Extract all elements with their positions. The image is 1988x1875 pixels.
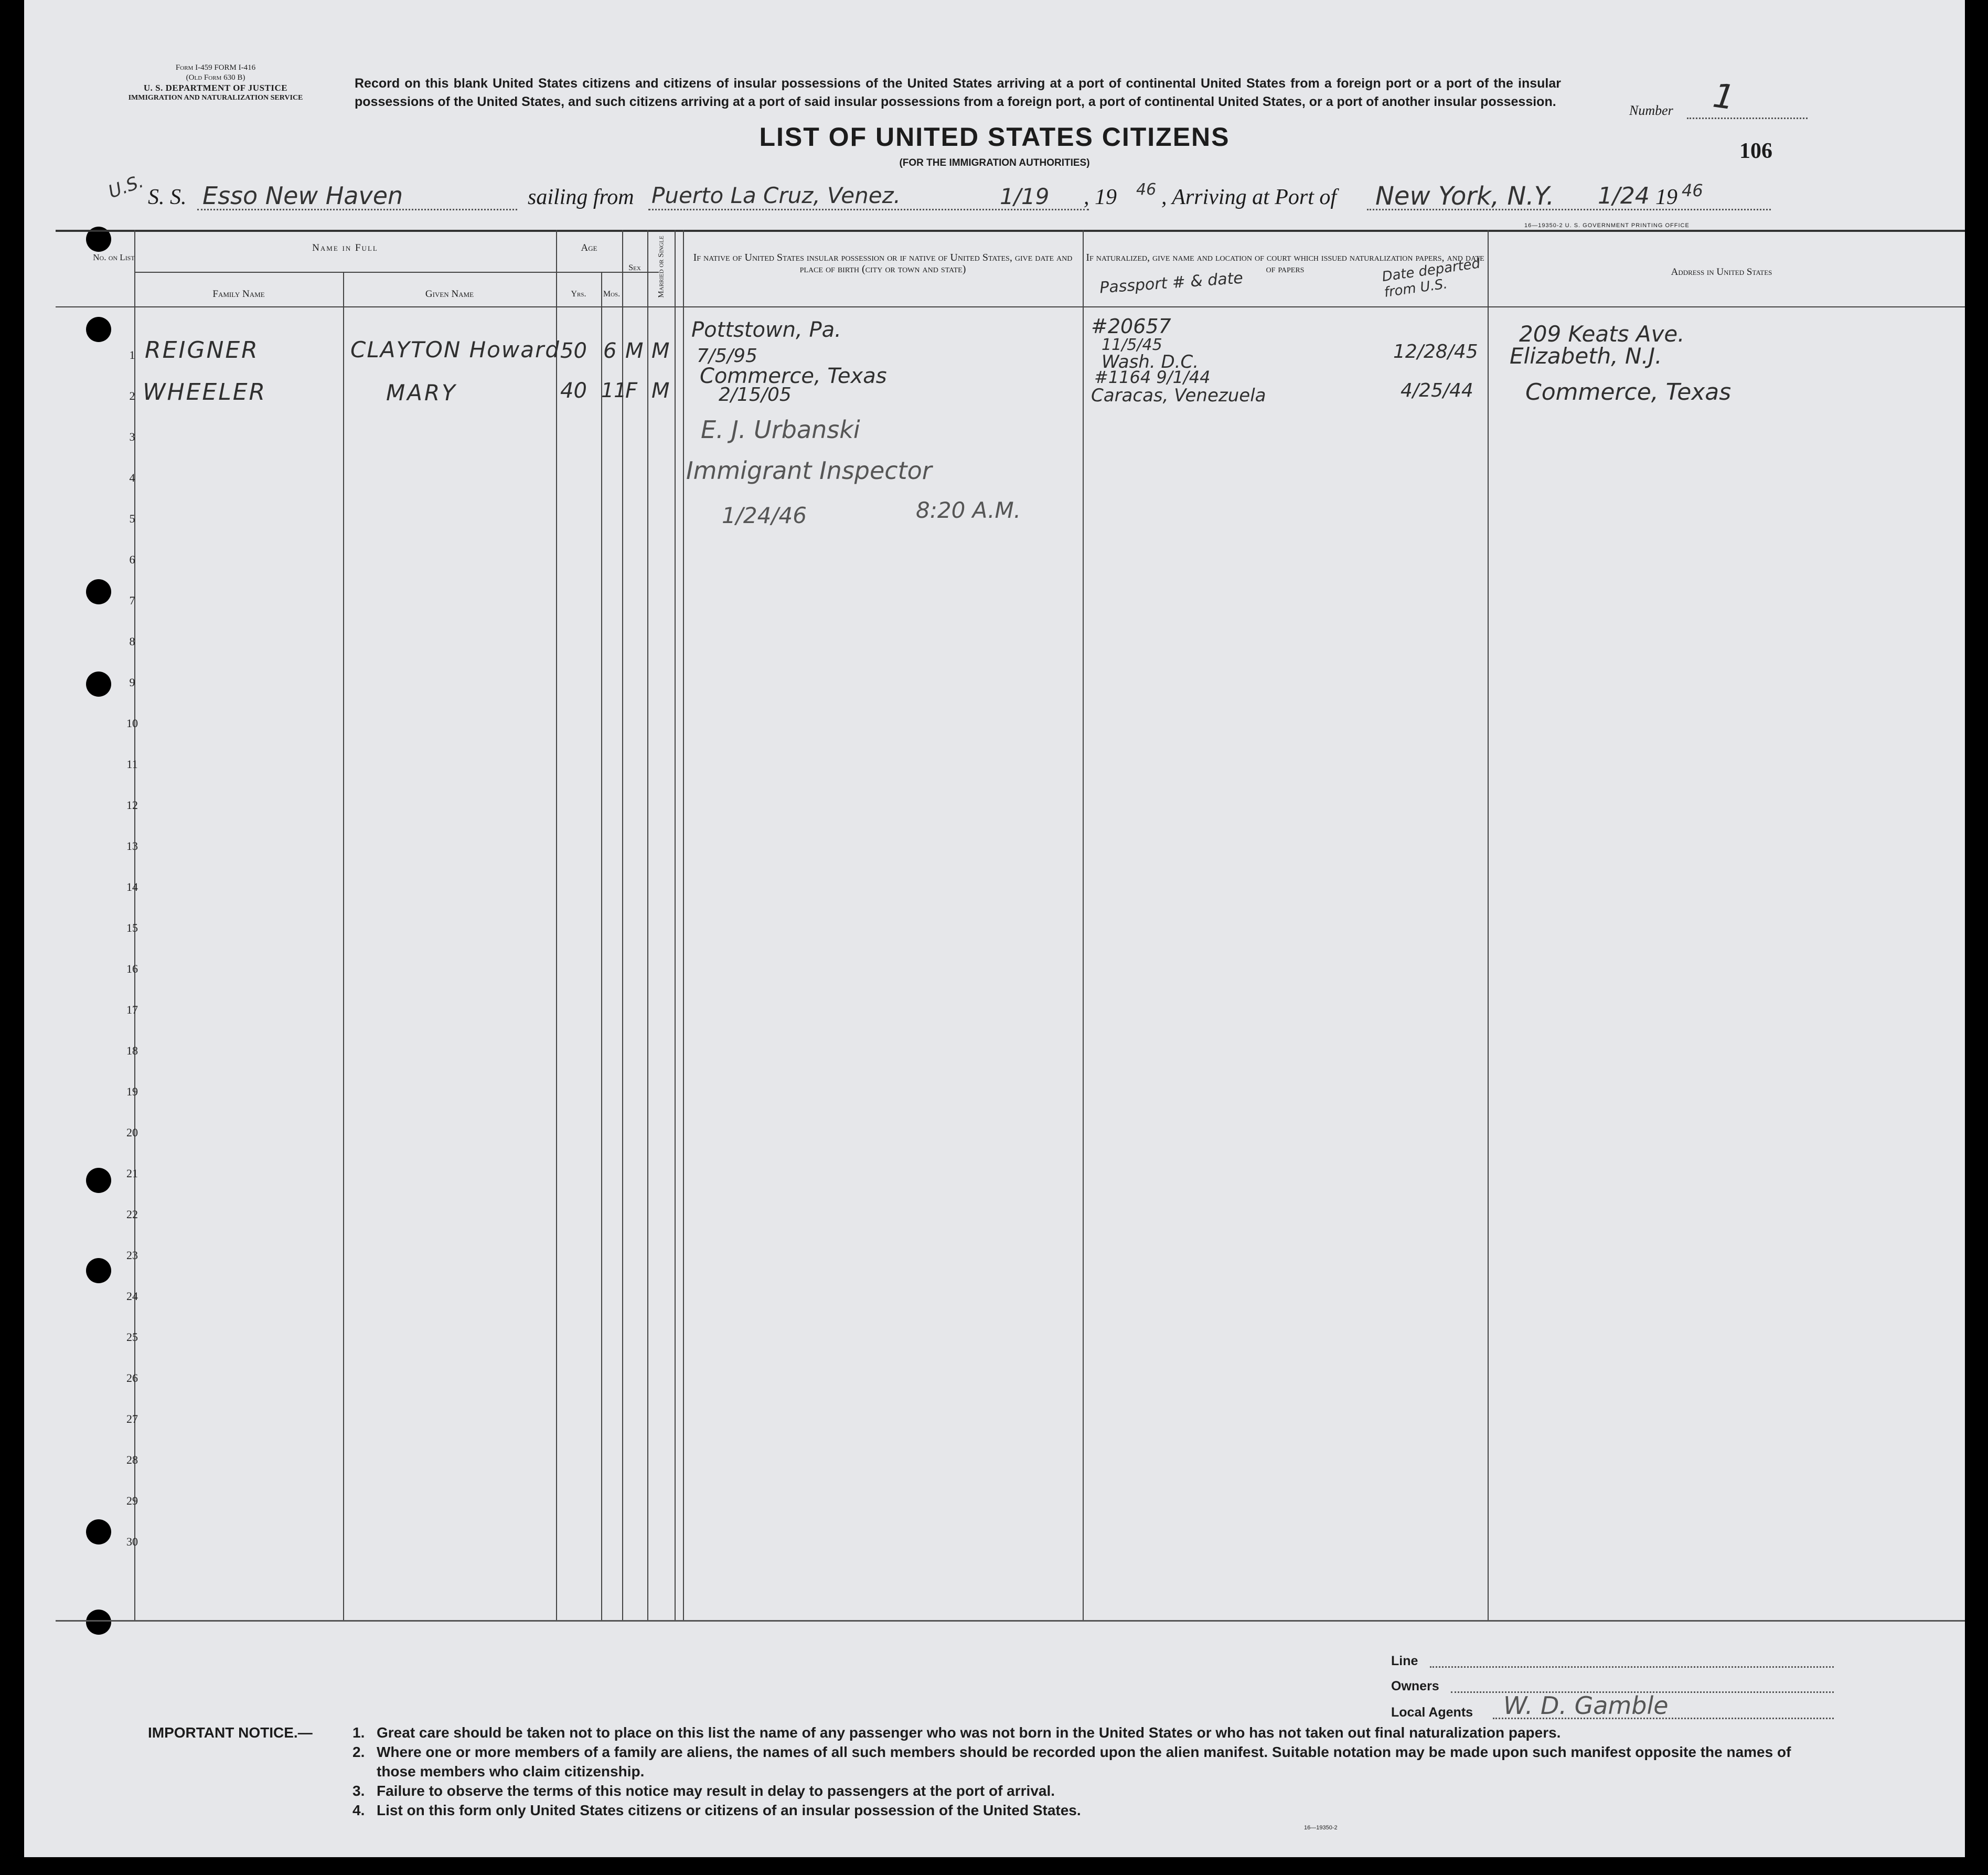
notice-number: 2. [352,1744,365,1760]
row-number: 6 [129,553,135,566]
passport-date: 11/5/45 [1102,336,1162,354]
year-prefix: , 19 [1084,185,1117,209]
arrival-date: 1/24 [1598,183,1650,209]
header-sex: Sex [628,263,641,272]
sex: M [625,339,644,363]
inspector-name: E. J. Urbanski [701,416,860,444]
vessel-flag-note: U.S. [105,171,146,203]
row-number: 17 [126,1003,138,1016]
record-instructions: Record on this blank United States citizens and citizens of insular possessions of the United States arriving at a port of continental United States from a foreign port or a port of the insular possessions of the United States, and such citizens arriving at a port of said insular possessions from a foreign port, a port of continental United States, or a port of another insular possession. [355,76,1561,109]
col-divider [647,230,648,1620]
row-number: 13 [126,839,138,853]
document-subtitle: (FOR THE IMMIGRATION AUTHORITIES) [899,157,1090,168]
row-number: 11 [126,758,138,771]
arrival-year: 46 [1682,180,1703,200]
col-divider [601,272,602,1620]
notice-text: Great care should be taken not to place on this list the name of any passenger who was not born in the United States or who has not taken out final naturalization papers. [377,1724,1561,1741]
birth-date: 2/15/05 [719,384,792,406]
row-number: 22 [126,1208,138,1221]
row-number: 16 [126,962,138,975]
header-given-name: Given Name [425,289,474,300]
ship-name: Esso New Haven [202,182,403,210]
date-departed: 12/28/45 [1393,341,1478,363]
row-number: 21 [126,1167,138,1180]
date-departed: 4/25/44 [1401,380,1473,401]
punch-hole [86,1610,111,1635]
notice-number: 3. [352,1783,365,1799]
row-number: 12 [126,798,138,812]
row-number: 3 [129,430,135,443]
header-naturalization: If naturalized, give name and location of court which issued naturalization papers, and date of papers [1086,252,1484,275]
notice-text: Where one or more members of a family are aliens, the names of all such members should be recorded upon the alien manifest. Suitable notation may be made upon such manifest opposite the names of those members who claim citizenship. [377,1744,1791,1780]
inspection-date: 1/24/46 [722,503,807,528]
header-years: Yrs. [571,290,586,299]
local-agents-signature: W. D. Gamble [1503,1691,1669,1720]
form-number: Form I-459 FORM I-416 [175,63,256,72]
marital-status: M [651,339,670,363]
number-label: Number [1629,103,1673,118]
col-divider [1488,230,1489,1620]
header-divider [134,272,659,273]
number-line [1687,118,1808,119]
age-months: 11 [601,379,627,402]
notice-item [352,1781,1821,1801]
header-family-name: Family Name [212,289,265,300]
manifest-sheet [24,0,1965,1857]
row-number: 28 [126,1453,138,1466]
header-age: Age [581,242,597,253]
row-number: 29 [126,1494,138,1507]
row-number: 23 [126,1249,138,1262]
given-name: MARY [386,380,457,406]
inspection-time: 8:20 A.M. [916,497,1021,523]
table-top-border [56,230,1965,232]
header-no-on-list: No. on List [93,252,135,262]
age-months: 6 [603,339,617,363]
ss-label: S. S. [148,185,187,209]
row-number: 19 [126,1085,138,1098]
notice-text: List on this form only United States citizens or citizens of an insular possession of the United States. [377,1802,1081,1818]
passport-issued-at: Caracas, Venezuela [1091,385,1266,406]
family-name: REIGNER [145,337,259,364]
row-number: 9 [129,676,135,689]
row-number: 24 [126,1290,138,1303]
passport-issued-at: Wash. D.C. [1102,351,1199,372]
row-number: 15 [126,921,138,934]
local-agents-label: Local Agents [1391,1705,1473,1720]
old-form-number: (Old Form 630 B) [186,73,245,82]
header-married-or-single: Married or Single [657,236,666,298]
age-years: 50 [560,339,587,363]
passport-number: #1164 9/1/44 [1094,367,1211,387]
sex: F [625,379,638,403]
row-number: 8 [129,635,135,648]
notice-item [352,1723,1821,1742]
inspector-title: Immigrant Inspector [686,456,932,485]
address-city: Elizabeth, N.J. [1510,343,1662,369]
address: Commerce, Texas [1525,379,1732,406]
notice-number: 1. [352,1724,365,1741]
col-divider [622,230,623,1620]
row-number: 26 [126,1371,138,1384]
date-departed-column-note: Date departed from U.S. [1381,255,1481,301]
department-name: U. S. DEPARTMENT OF JUSTICE [143,83,288,93]
document-title: LIST OF UNITED STATES CITIZENS [759,122,1230,152]
row-number: 25 [126,1330,138,1344]
page-number: 106 [1739,139,1772,163]
birth-place: Commerce, Texas [700,364,887,388]
passport-column-note: Passport # & date [1099,269,1244,297]
age-years: 40 [560,379,587,403]
printing-office-note: 16—19350-2 U. S. GOVERNMENT PRINTING OFFICE [1524,222,1690,229]
row-number: 20 [126,1126,138,1139]
col-divider [556,230,557,1620]
header-address: Address in United States [1671,267,1772,278]
header-months: Mos. [603,290,621,299]
row-number: 14 [126,880,138,893]
sailing-year: 46 [1136,180,1157,199]
notice-item [352,1801,1821,1820]
row-number: 5 [129,512,135,525]
arriving-label: , Arriving at Port of [1161,185,1337,209]
form-code: 16—19350-2 [1304,1825,1338,1831]
line-field [1430,1666,1834,1668]
notice-title: IMPORTANT NOTICE.— [148,1724,313,1741]
arrival-year-prefix: 19 [1655,185,1677,209]
row-number: 7 [129,594,135,607]
sailing-date: 1/19 [1000,184,1050,209]
row-number: 18 [126,1044,138,1057]
owners-label: Owners [1391,1679,1439,1693]
form-identifier [92,63,339,103]
row-number: 4 [129,471,135,484]
service-name: IMMIGRATION AND NATURALIZATION SERVICE [128,94,303,102]
col-divider [675,230,676,1620]
table-bottom-border [56,1620,1965,1622]
row-number: 27 [126,1412,138,1425]
arrival-port: New York, N.Y. [1375,182,1554,211]
notice-number: 4. [352,1802,365,1818]
notice-text: Failure to observe the terms of this notice may result in delay to passengers at the port of arrival. [377,1783,1055,1799]
header-bottom-border [56,306,1965,307]
birth-date: 7/5/95 [697,345,757,367]
sailing-label: sailing from [528,185,634,209]
family-name: WHEELER [143,379,267,406]
passport-number: #20657 [1091,315,1171,338]
notice-item [352,1742,1821,1781]
marital-status: M [651,379,670,403]
row-number: 1 [129,348,135,361]
list-number: 1 [1711,76,1737,118]
given-name: CLAYTON Howard [350,337,560,363]
row-number: 10 [126,717,138,730]
col-divider [1083,230,1084,1620]
line-label: Line [1391,1654,1418,1668]
address-street: 209 Keats Ave. [1519,321,1685,347]
punch-hole [86,317,111,342]
header-name-in-full: Name in Full [312,242,378,253]
ship-line [24,171,1965,220]
col-divider [343,272,344,1620]
row-number: 30 [126,1535,138,1548]
birth-place: Pottstown, Pa. [691,318,841,342]
row-number: 2 [129,389,135,402]
col-divider [683,230,684,1620]
notice-list [352,1723,1821,1820]
sailing-port: Puerto La Cruz, Venez. [651,183,901,208]
header-birth-info: If native of United States insular possession or if native of United States, give date and place of birth (city or town and state) [693,252,1073,275]
